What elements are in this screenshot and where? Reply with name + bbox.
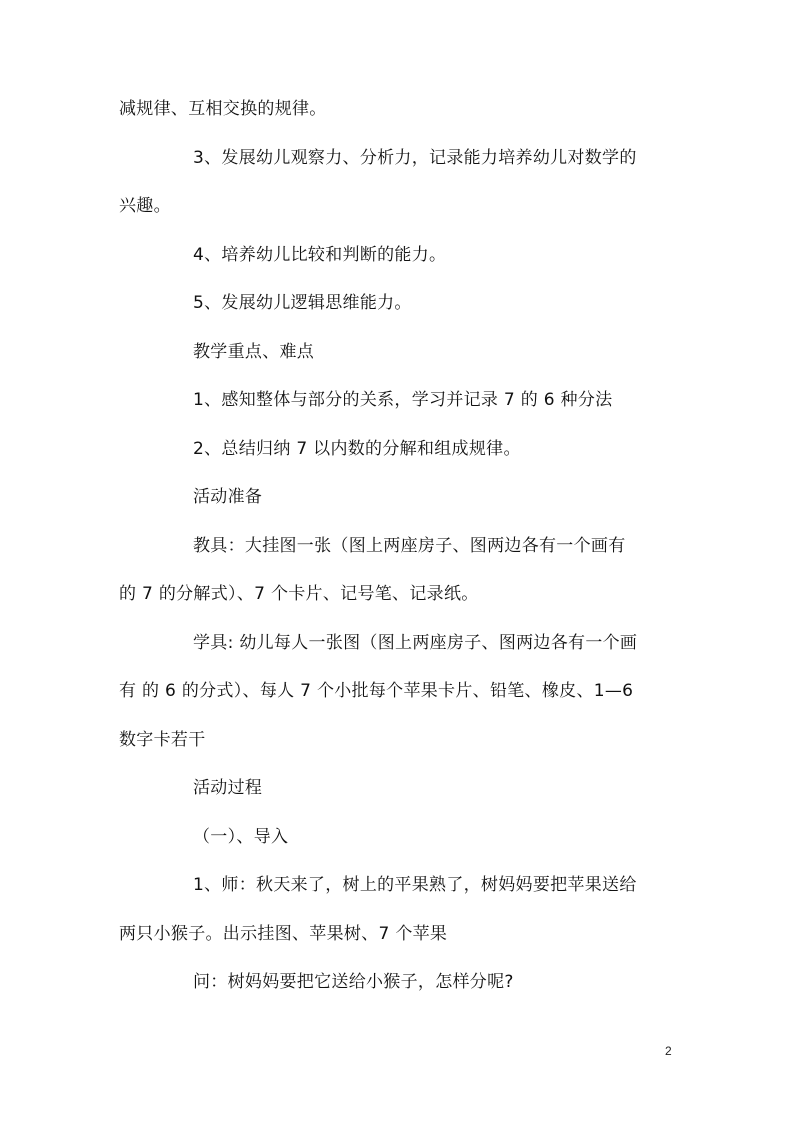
text-line: 4、培养幼儿比较和判断的能力。	[193, 245, 447, 265]
text-line: 有 的 6 的分式）、每人 7 个小批每个苹果卡片、铅笔、橡皮、1—6	[119, 681, 634, 701]
text-line: 减规律、互相交换的规律。	[119, 99, 327, 119]
text-line: 1、师：秋天来了，树上的平果熟了，树妈妈要把苹果送给	[193, 875, 637, 895]
text-line: 2、总结归纳 7 以内数的分解和组成规律。	[193, 439, 521, 459]
text-line: 5、发展幼儿逻辑思维能力。	[193, 293, 412, 313]
text-line: 兴趣。	[119, 196, 171, 216]
text-line: 1、感知整体与部分的关系，学习并记录 7 的 6 种分法	[193, 390, 613, 410]
page-number: 2	[665, 1044, 672, 1058]
text-line: 3、发展幼儿观察力、分析力，记录能力培养幼儿对数学的	[193, 148, 637, 168]
section-heading: 活动过程	[193, 778, 263, 798]
text-line: 问：树妈妈要把它送给小猴子，怎样分呢?	[193, 972, 514, 992]
text-line: 学具: 幼儿每人一张图（图上两座房子、图两边各有一个画	[193, 633, 638, 653]
subsection-heading: （一）、导入	[193, 827, 289, 847]
text-line: 教具：大挂图一张（图上两座房子、图两边各有一个画有	[193, 536, 626, 556]
text-line: 数字卡若干	[119, 730, 206, 750]
section-heading: 活动准备	[193, 487, 263, 507]
section-heading: 教学重点、难点	[193, 342, 315, 362]
text-line: 两只小猴子。出示挂图、苹果树、7 个苹果	[119, 924, 448, 944]
text-line: 的 7 的分解式）、7 个卡片、记号笔、记录纸。	[119, 584, 479, 604]
